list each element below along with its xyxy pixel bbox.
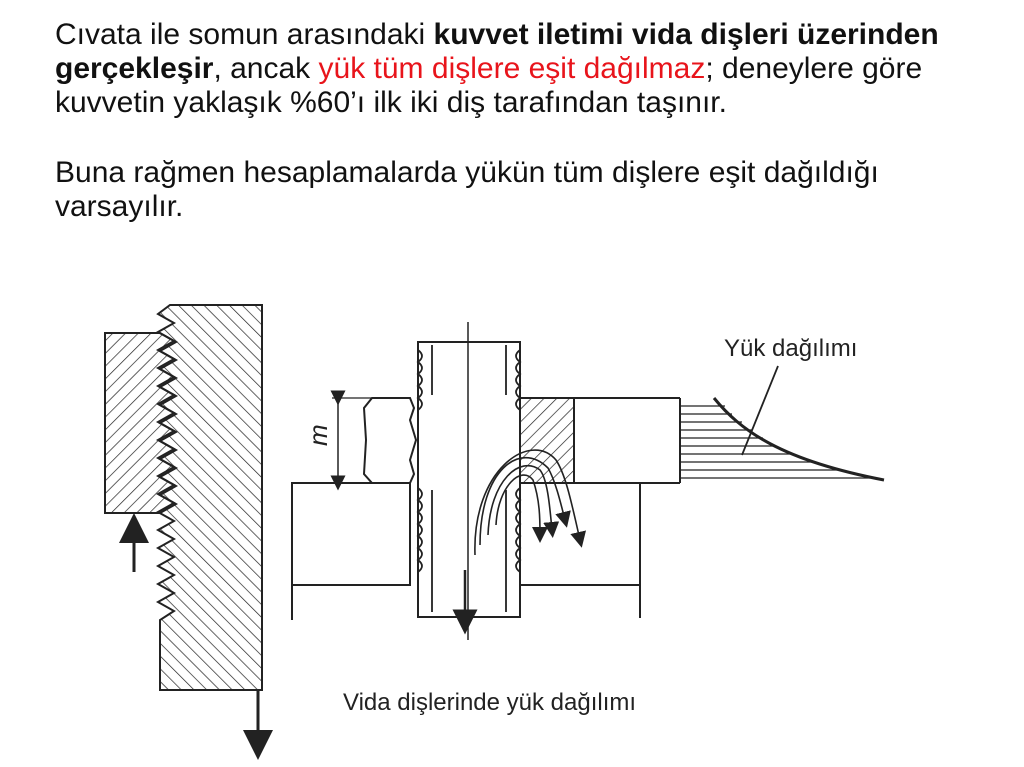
nut-section-hatch (520, 398, 574, 483)
para1-text-c: ; deneylere göre kuvvetin yaklaşık %60’ı ilk iki diş tarafından taşınır. (55, 52, 923, 119)
paragraph-2: Buna rağmen hesaplamalarda yükün tüm dişlere eşit dağıldığı varsayılır. (55, 156, 879, 223)
bolt-nut-assembly (292, 322, 680, 640)
left-nut-body (158, 305, 262, 690)
load-label: Yük dağılımı (724, 335, 858, 362)
dimension-m-label: m (303, 424, 333, 446)
para1-text-a: Cıvata ile somun arasındaki (55, 18, 434, 51)
figure-caption: Vida dişlerinde yük dağılımı (343, 689, 637, 716)
para1-red-text: yük tüm dişlere eşit dağılmaz (318, 52, 706, 85)
load-label-leader (742, 366, 778, 455)
load-distribution-curve (680, 335, 884, 483)
para1-text-b: , ancak (213, 52, 319, 85)
left-thread-section (105, 305, 262, 745)
para1-bold-text: kuvvet iletimi vida dişleri üzerinden gerçekleşir (55, 18, 939, 85)
nut-hex (364, 398, 416, 483)
left-plate (292, 483, 410, 585)
load-curve (714, 398, 884, 480)
